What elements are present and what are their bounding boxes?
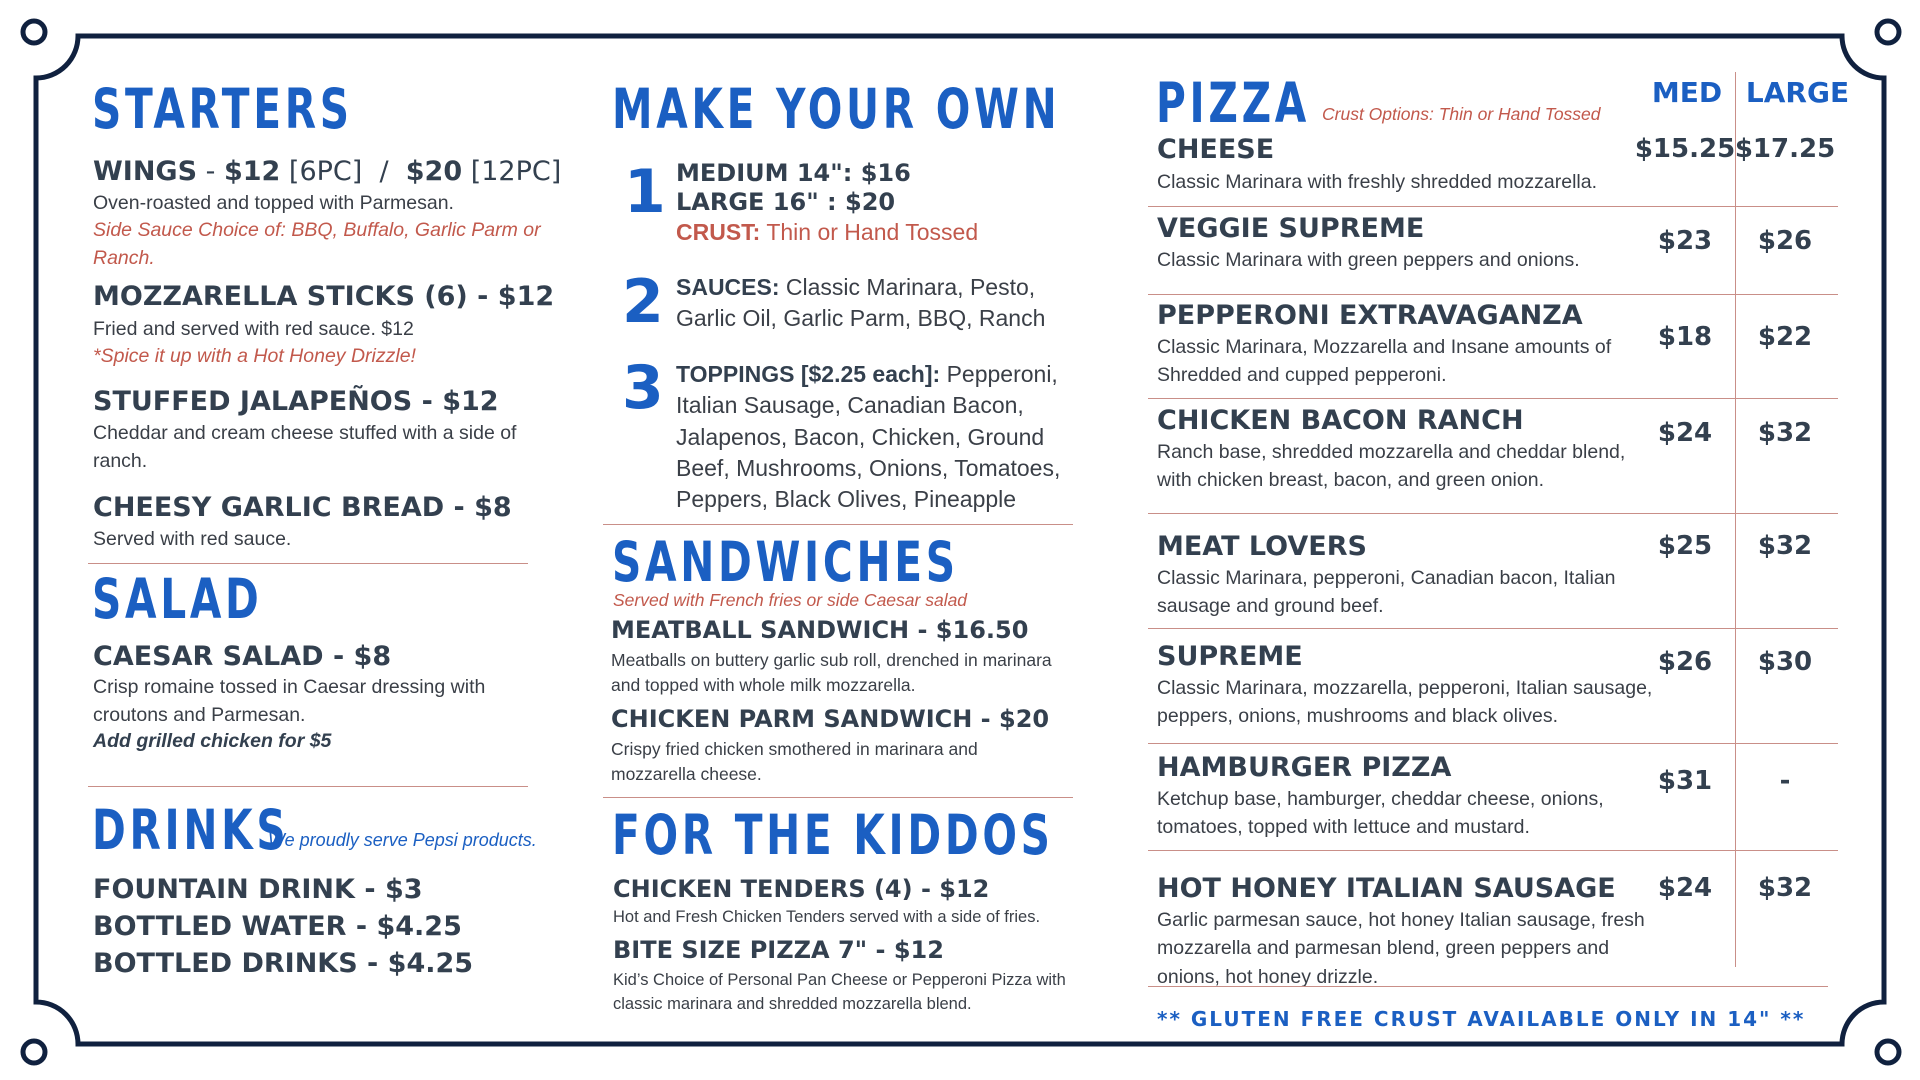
drink-item: BOTTLED WATER - $4.25 bbox=[93, 911, 462, 942]
pizza-item-desc: Ranch base, shredded mozzarella and cheddar blend, with chicken breast, bacon, and green onion. bbox=[1157, 441, 1626, 492]
divider-line bbox=[1148, 294, 1838, 295]
divider-line bbox=[603, 797, 1073, 798]
chicken-parm-sandwich-desc: Crispy fried chicken smothered in marinara and mozzarella cheese. bbox=[611, 739, 978, 784]
pizza-heading: PIZZA bbox=[1156, 71, 1311, 135]
pizza-item-desc: Classic Marinara with freshly shredded mozzarella. bbox=[1157, 171, 1597, 193]
salad-heading: SALAD bbox=[92, 567, 263, 631]
pizza-med-price: $24 bbox=[1657, 873, 1713, 903]
pizza-large-price: - bbox=[1779, 766, 1791, 796]
pizza-med-price: $24 bbox=[1657, 418, 1713, 448]
pizza-item-title: MEAT LOVERS bbox=[1157, 531, 1367, 562]
divider-line bbox=[1148, 398, 1838, 399]
pizza-med-price: $25 bbox=[1657, 531, 1713, 561]
meatball-sandwich-title: MEATBALL SANDWICH - $16.50 bbox=[611, 616, 1029, 644]
divider-line bbox=[1148, 513, 1838, 514]
step-number: 3 bbox=[622, 353, 664, 423]
bite-size-pizza-title: BITE SIZE PIZZA 7" - $12 bbox=[613, 936, 944, 964]
cheesy-garlic-bread-title: CHEESY GARLIC BREAD - $8 bbox=[93, 492, 512, 523]
step-number: 2 bbox=[622, 267, 664, 337]
caesar-salad-addon-note: Add grilled chicken for $5 bbox=[93, 730, 332, 752]
crust-options: CRUST: Thin or Hand Tossed bbox=[676, 219, 979, 245]
medium-size-price: MEDIUM 14": $16 bbox=[676, 159, 911, 187]
pizza-large-price: $17.25 bbox=[1734, 134, 1836, 164]
chicken-parm-sandwich-title: CHICKEN PARM SANDWICH - $20 bbox=[611, 705, 1050, 733]
pizza-item-title: SUPREME bbox=[1157, 641, 1303, 672]
med-column-header: MED bbox=[1651, 76, 1723, 109]
drinks-pepsi-note: We proudly serve Pepsi products. bbox=[268, 830, 537, 850]
pizza-item-title: HOT HONEY ITALIAN SAUSAGE bbox=[1157, 873, 1616, 904]
pizza-med-price: $26 bbox=[1657, 647, 1713, 677]
divider-line bbox=[88, 563, 528, 564]
corner-circle-top-right bbox=[1877, 21, 1899, 43]
pizza-large-price: $26 bbox=[1757, 226, 1813, 256]
pizza-item-desc: Classic Marinara, mozzarella, pepperoni, Italian sausage, peppers, onions, mushrooms and black olives. bbox=[1157, 677, 1653, 728]
stuffed-jalapenos-title: STUFFED JALAPEÑOS - $12 bbox=[93, 386, 499, 417]
wings-desc: Oven-roasted and topped with Parmesan. bbox=[93, 192, 454, 214]
make-your-own-heading: MAKE YOUR OWN bbox=[612, 77, 1061, 141]
wings-sauce-note: Side Sauce Choice of: BBQ, Buffalo, Garlic Parm or Ranch. bbox=[93, 219, 541, 269]
pizza-item-title: CHEESE bbox=[1157, 134, 1275, 165]
divider-line bbox=[1148, 850, 1838, 851]
pizza-item-title: HAMBURGER PIZZA bbox=[1157, 752, 1452, 783]
pizza-item-desc: Classic Marinara with green peppers and onions. bbox=[1157, 249, 1580, 271]
drinks-heading: DRINKS bbox=[92, 798, 290, 862]
divider-line bbox=[1148, 206, 1838, 207]
mozzarella-sticks-desc: Fried and served with red sauce. $12 bbox=[93, 318, 414, 340]
toppings-list: TOPPINGS [$2.25 each]: Pepperoni, Italian Sausage, Canadian Bacon, Jalapenos, Bacon, Chicken, Ground Beef, Mushrooms, Onions, Tomatoes, Peppers, Black Olives, Pineapple bbox=[676, 361, 1061, 513]
divider-line bbox=[1148, 986, 1828, 987]
large-size-price: LARGE 16" : $20 bbox=[676, 188, 896, 216]
pizza-item-desc: Classic Marinara, pepperoni, Canadian bacon, Italian sausage and ground beef. bbox=[1157, 567, 1616, 618]
mozzarella-sticks-title: MOZZARELLA STICKS (6) - $12 bbox=[93, 281, 555, 312]
step-number: 1 bbox=[624, 157, 666, 227]
pizza-item-desc: Ketchup base, hamburger, cheddar cheese, onions, tomatoes, topped with lettuce and mustard. bbox=[1157, 788, 1604, 839]
sauces-list: SAUCES: Classic Marinara, Pesto, Garlic Oil, Garlic Parm, BBQ, Ranch bbox=[676, 274, 1046, 332]
for-the-kiddos-heading: FOR THE KIDDOS bbox=[612, 803, 1054, 867]
stuffed-jalapenos-desc: Cheddar and cream cheese stuffed with a side of ranch. bbox=[93, 422, 517, 472]
corner-circle-top-left bbox=[23, 21, 45, 43]
pizza-item-desc: Classic Marinara, Mozzarella and Insane amounts of Shredded and cupped pepperoni. bbox=[1157, 336, 1612, 387]
cheesy-garlic-bread-desc: Served with red sauce. bbox=[93, 528, 292, 550]
pizza-large-price: $30 bbox=[1757, 647, 1813, 677]
pizza-large-price: $32 bbox=[1757, 873, 1813, 903]
drink-item: FOUNTAIN DRINK - $3 bbox=[93, 874, 423, 905]
pizza-item-desc: Garlic parmesan sauce, hot honey Italian sausage, fresh mozzarella and parmesan blend, green peppers and onions, hot honey drizzle. bbox=[1157, 909, 1645, 988]
divider-line bbox=[1148, 743, 1838, 744]
chicken-tenders-desc: Hot and Fresh Chicken Tenders served with a side of fries. bbox=[613, 908, 1041, 926]
meatball-sandwich-desc: Meatballs on buttery garlic sub roll, drenched in marinara and topped with whole milk mozzarella. bbox=[611, 650, 1052, 695]
wings-title: WINGS - $12 [6PC] / $20 [12PC] bbox=[93, 156, 562, 187]
pizza-item-title: CHICKEN BACON RANCH bbox=[1157, 405, 1524, 436]
divider-line bbox=[88, 786, 528, 787]
gluten-free-note: ** GLUTEN FREE CRUST AVAILABLE ONLY IN 14" ** bbox=[1157, 1007, 1806, 1031]
pizza-med-price: $15.25 bbox=[1634, 134, 1736, 164]
pizza-large-price: $22 bbox=[1757, 322, 1813, 352]
bite-size-pizza-desc: Kid’s Choice of Personal Pan Cheese or Pepperoni Pizza with classic marinara and shredded mozzarella blend. bbox=[613, 971, 1066, 1014]
pizza-med-price: $31 bbox=[1657, 766, 1713, 796]
divider-line bbox=[603, 524, 1073, 525]
pizza-item-title: VEGGIE SUPREME bbox=[1157, 213, 1425, 244]
pizza-med-price: $18 bbox=[1657, 322, 1713, 352]
corner-circle-bottom-left bbox=[23, 1041, 45, 1063]
drink-item: BOTTLED DRINKS - $4.25 bbox=[93, 948, 474, 979]
starters-heading: STARTERS bbox=[92, 77, 353, 141]
sandwiches-heading: SANDWICHES bbox=[612, 530, 959, 594]
caesar-salad-desc: Crisp romaine tossed in Caesar dressing with croutons and Parmesan. bbox=[93, 676, 486, 726]
pizza-large-price: $32 bbox=[1757, 531, 1813, 561]
pizza-large-price: $32 bbox=[1757, 418, 1813, 448]
sandwiches-side-note: Served with French fries or side Caesar salad bbox=[613, 590, 968, 610]
chicken-tenders-title: CHICKEN TENDERS (4) - $12 bbox=[613, 875, 990, 903]
divider-line bbox=[1148, 628, 1838, 629]
pizza-item-title: PEPPERONI EXTRAVAGANZA bbox=[1157, 300, 1583, 331]
pizza-crust-note: Crust Options: Thin or Hand Tossed bbox=[1322, 104, 1601, 124]
mozzarella-sticks-note: *Spice it up with a Hot Honey Drizzle! bbox=[93, 345, 416, 367]
caesar-salad-title: CAESAR SALAD - $8 bbox=[93, 641, 392, 672]
pizza-med-price: $23 bbox=[1657, 226, 1713, 256]
large-column-header: LARGE bbox=[1745, 76, 1850, 109]
corner-circle-bottom-right bbox=[1877, 1041, 1899, 1063]
